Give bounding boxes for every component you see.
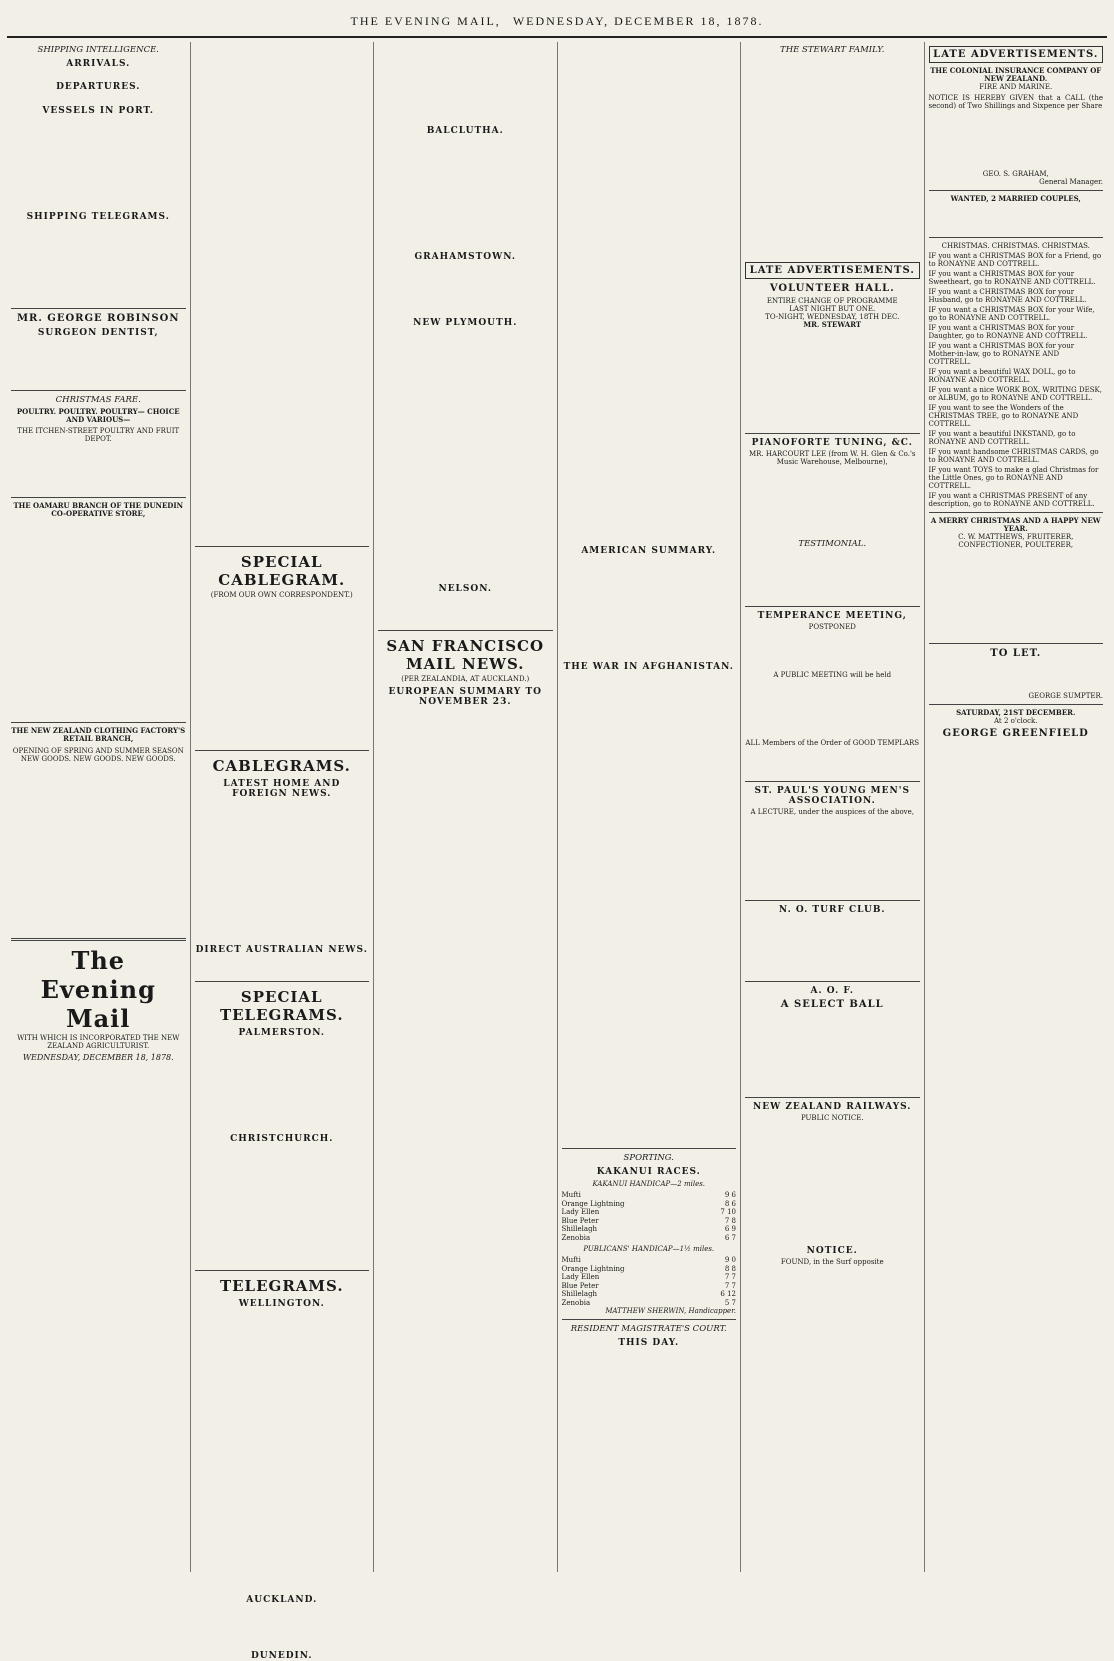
race-entry: [562, 1225, 737, 1234]
horse-name: Shillelagh: [561, 1290, 598, 1298]
newspaper-page: [7, 6, 1107, 1661]
xmas-ad: IF you want handsome CHRISTMAS CARDS, go to RONAYNE AND COTTRELL.: [928, 448, 1099, 464]
select-ball: A SELECT BALL: [780, 999, 884, 1010]
horse-name: Mufti: [561, 1256, 581, 1264]
race-entry: [562, 1265, 737, 1274]
paper-subtitle: WITH WHICH IS INCORPORATED THE NEW ZEALAND AGRICULTURIST.: [17, 1033, 180, 1050]
fire-marine: FIRE AND MARINE.: [979, 83, 1053, 91]
horse-name: Shillelagh: [561, 1225, 598, 1233]
race-entry: [562, 1217, 737, 1226]
race-entry: [562, 1282, 737, 1291]
late-ads-banner: LATE ADVERTISEMENTS.: [745, 262, 920, 279]
robinson-title: SURGEON DENTIST,: [37, 327, 159, 338]
column-6: [925, 42, 1108, 1572]
graham-title: General Manager.: [1039, 178, 1103, 186]
postponed: POSTPONED: [808, 623, 856, 631]
sporting-heading: SPORTING.: [623, 1153, 674, 1163]
grahamstown-heading: GRAHAMSTOWN.: [414, 252, 517, 262]
race-entry: [562, 1191, 737, 1200]
column-2: [191, 42, 375, 1661]
arrivals-heading: ARRIVALS.: [66, 59, 131, 69]
race-entry: [562, 1299, 737, 1308]
magistrate-court: RESIDENT MAGISTRATE'S COURT.: [570, 1324, 727, 1334]
wanted-ad: WANTED, 2 MARRIED COUPLES,: [950, 194, 1081, 203]
new-plymouth-heading: NEW PLYMOUTH.: [413, 318, 518, 328]
stewart-family: THE STEWART FAMILY.: [780, 45, 885, 55]
mr-stewart: MR. STEWART: [803, 320, 862, 329]
turf-club: N. O. TURF CLUB.: [778, 905, 886, 915]
poultry-ad: POULTRY. POULTRY. POULTRY— CHOICE AND VARIOUS—: [16, 406, 180, 424]
good-templars: ALL Members of the Order of GOOD TEMPLARS: [745, 739, 920, 747]
matthews-ad: C. W. MATTHEWS, FRUITERER, CONFECTIONER, POULTERER,: [958, 533, 1074, 549]
oamaru-branch: THE OAMARU BRANCH OF THE DUNEDIN CO-OPERATIVE STORE,: [13, 500, 184, 518]
handicap-2: PUBLICANS' HANDICAP—1½ miles.: [583, 1245, 715, 1253]
horse-weight: 6 7: [724, 1233, 736, 1242]
masthead-date: WEDNESDAY, DECEMBER 18, 1878.: [512, 13, 764, 28]
clothing-factory: THE NEW ZEALAND CLOTHING FACTORY'S RETAIL BRANCH,: [11, 725, 186, 743]
dunedin-heading: DUNEDIN.: [250, 1651, 313, 1661]
special-cablegram-heading: SPECIAL CABLEGRAM.: [218, 553, 346, 589]
xmas-ad: IF you want a CHRISTMAS BOX for your Husband, go to RONAYNE AND COTTRELL.: [928, 288, 1087, 304]
xmas-ad: IF you want TOYS to make a glad Christmas for the Little Ones, go to RONAYNE AND COTTRELL.: [928, 466, 1099, 490]
handicap-1: KAKANUI HANDICAP—2 miles.: [592, 1180, 706, 1188]
christchurch-heading: CHRISTCHURCH.: [230, 1134, 334, 1144]
horse-weight: 9 0: [724, 1256, 736, 1264]
shipping-telegrams-heading: SHIPPING TELEGRAMS.: [26, 211, 170, 222]
paper-date: WEDNESDAY, DECEMBER 18, 1878.: [22, 1052, 174, 1062]
st-pauls: ST. PAUL'S YOUNG MEN'S ASSOCIATION.: [754, 786, 910, 806]
horse-weight: 5 7: [724, 1298, 736, 1307]
xmas-ad: IF you want a CHRISTMAS BOX for your Wife, go to RONAYNE AND COTTRELL.: [928, 306, 1095, 322]
xmas-ad: IF you want a beautiful WAX DOLL, go to RONAYNE AND COTTRELL.: [928, 368, 1076, 384]
sumpter: GEORGE SUMPTER.: [1028, 692, 1103, 700]
european-summary: EUROPEAN SUMMARY TO NOVEMBER 23.: [388, 687, 543, 707]
race-entry: [562, 1256, 737, 1265]
horse-name: Lady Ellen: [561, 1273, 600, 1281]
horse-weight: 7 7: [724, 1281, 736, 1290]
telegrams-heading: TELEGRAMS.: [219, 1277, 344, 1295]
robinson-name: MR. GEORGE ROBINSON: [16, 312, 180, 324]
opening-season: OPENING OF SPRING AND SUMMER SEASON NEW GOODS. NEW GOODS. NEW GOODS.: [12, 746, 184, 763]
nz-railways: NEW ZEALAND RAILWAYS.: [753, 1102, 912, 1112]
xmas-ad: IF you want a beautiful INKSTAND, go to RONAYNE AND COTTRELL.: [928, 430, 1076, 446]
departures-heading: DEPARTURES.: [56, 82, 141, 93]
aof: A. O. F.: [810, 986, 854, 996]
horse-weight: 9 6: [724, 1191, 736, 1199]
direct-australian: DIRECT AUSTRALIAN NEWS.: [195, 945, 368, 955]
volunteer-hall: VOLUNTEER HALL.: [769, 283, 895, 294]
horse-name: Blue Peter: [561, 1216, 599, 1225]
harcourt-lee: MR. HARCOURT LEE (from W. H. Glen & Co.'s Music Warehouse, Melbourne),: [748, 450, 916, 466]
race-entry: [562, 1200, 737, 1209]
xmas-ad: IF you want a CHRISTMAS BOX for your Sweetheart, go to RONAYNE AND COTTRELL.: [928, 270, 1096, 286]
horse-weight: 6 12: [720, 1290, 736, 1298]
race-list-1: [562, 1191, 737, 1242]
sf-mail-heading: SAN FRANCISCO MAIL NEWS.: [386, 637, 545, 673]
paper-title: The Evening Mail: [40, 945, 156, 1033]
merry-christmas: A MERRY CHRISTMAS AND A HAPPY NEW YEAR.: [930, 516, 1101, 533]
xmas-ad: IF you want a CHRISTMAS BOX for your Daughter, go to RONAYNE AND COTTRELL.: [928, 324, 1088, 340]
horse-weight: 7 7: [724, 1273, 736, 1281]
xmas-ad: IF you want to see the Wonders of the CHRISTMAS TREE, go to RONAYNE AND COTTRELL.: [928, 404, 1079, 428]
war-afghanistan: THE WAR IN AFGHANISTAN.: [563, 662, 734, 672]
masthead-title: THE EVENING MAIL,: [350, 13, 501, 28]
horse-name: Zenobia: [561, 1233, 591, 1242]
cablegrams-heading: CABLEGRAMS.: [212, 757, 351, 775]
race-entry: [562, 1234, 737, 1243]
late-ads-header: LATE ADVERTISEMENTS.: [929, 46, 1104, 63]
wellington-heading: WELLINGTON.: [238, 1299, 325, 1309]
xmas-ad: IF you want a CHRISTMAS BOX for your Mother-in-law, go to RONAYNE AND COTTRELL.: [928, 342, 1075, 366]
tonight: TO-NIGHT, WEDNESDAY, 18TH DEC.: [765, 313, 900, 321]
shipping-heading: SHIPPING INTELLIGENCE.: [37, 45, 159, 55]
two-oclock: At 2 o'clock.: [993, 717, 1038, 725]
race-entry: [562, 1208, 737, 1217]
horse-name: Zenobia: [561, 1298, 591, 1307]
latest-home: LATEST HOME AND FOREIGN NEWS.: [223, 779, 341, 799]
horse-weight: 6 9: [724, 1225, 736, 1233]
nelson-heading: NELSON.: [438, 584, 493, 594]
horse-weight: 7 10: [720, 1208, 736, 1216]
column-3: [374, 42, 558, 1572]
this-day: THIS DAY.: [618, 1338, 680, 1348]
xmas-ad-list: [929, 252, 1104, 508]
race-entry: [562, 1290, 737, 1299]
masthead: [7, 6, 1107, 38]
itchen-ad: THE ITCHEN-STREET POULTRY AND FRUIT DEPOT.: [17, 426, 180, 443]
to-let: TO LET.: [990, 648, 1042, 659]
sf-mail-sub: (PER ZEALANDIA, AT AUCKLAND.): [401, 675, 530, 683]
column-1: [7, 42, 191, 1572]
temperance-meeting: TEMPERANCE MEETING,: [757, 611, 907, 621]
greenfield: GEORGE GREENFIELD: [942, 728, 1089, 739]
column-4: [558, 42, 742, 1572]
notice-given: NOTICE IS HEREBY GIVEN that a CALL (the second) of Two Shillings and Sixpence per Share: [928, 94, 1103, 110]
saturday: SATURDAY, 21ST DECEMBER.: [956, 708, 1076, 717]
american-summary: AMERICAN SUMMARY.: [581, 546, 717, 556]
own-correspondent: (FROM OUR OWN CORRESPONDENT.): [210, 591, 353, 599]
last-night: LAST NIGHT BUT ONE.: [789, 305, 876, 313]
lecture: A LECTURE, under the auspices of the above,: [750, 808, 914, 816]
horse-name: Orange Lightning: [561, 1199, 625, 1208]
xmas-ad: IF you want a CHRISTMAS BOX for a Friend, go to RONAYNE AND COTTRELL.: [928, 252, 1102, 268]
colonial-insurance: THE COLONIAL INSURANCE COMPANY OF NEW ZEALAND.: [930, 66, 1102, 83]
special-telegrams-heading: SPECIAL TELEGRAMS.: [219, 988, 344, 1024]
entire-change: ENTIRE CHANGE OF PROGRAMME: [766, 297, 898, 305]
horse-weight: 8 6: [724, 1199, 736, 1208]
graham-name: GEO. S. GRAHAM,: [982, 170, 1049, 178]
horse-name: Blue Peter: [561, 1281, 599, 1290]
found-ad: FOUND, in the Surf opposite: [780, 1258, 884, 1266]
christmas-fare: CHRISTMAS FARE.: [55, 394, 141, 405]
horse-name: Mufti: [561, 1191, 581, 1199]
horse-weight: 8 8: [724, 1264, 736, 1273]
palmerston-heading: PALMERSTON.: [238, 1028, 326, 1038]
xmas-ad: IF you want a nice WORK BOX, WRITING DESK, or ALBUM, go to RONAYNE AND COTTRELL.: [928, 386, 1102, 402]
column-5: [741, 42, 925, 1572]
christmas-row: CHRISTMAS. CHRISTMAS. CHRISTMAS.: [941, 242, 1090, 250]
public-notice: PUBLIC NOTICE.: [800, 1114, 864, 1122]
race-entry: [562, 1273, 737, 1282]
handicapper: MATTHEW SHERWIN, Handicapper.: [605, 1307, 736, 1315]
xmas-ad: IF you want a CHRISTMAS PRESENT of any description, go to RONAYNE AND COTTRELL.: [928, 492, 1095, 508]
balclutha-heading: BALCLUTHA.: [426, 126, 504, 136]
auckland-heading: AUCKLAND.: [246, 1595, 318, 1605]
horse-name: Lady Ellen: [561, 1208, 600, 1216]
notice: NOTICE.: [806, 1246, 858, 1256]
testimonial: TESTIMONIAL.: [798, 539, 867, 549]
horse-name: Orange Lightning: [561, 1264, 625, 1273]
vessels-heading: VESSELS IN PORT.: [42, 105, 155, 116]
race-list-2: [562, 1256, 737, 1307]
public-meeting: A PUBLIC MEETING will be held: [773, 671, 892, 679]
kakanui-races: KAKANUI RACES.: [596, 1167, 701, 1177]
horse-weight: 7 8: [724, 1216, 736, 1225]
pianoforte-tuning: PIANOFORTE TUNING, &C.: [751, 438, 913, 448]
